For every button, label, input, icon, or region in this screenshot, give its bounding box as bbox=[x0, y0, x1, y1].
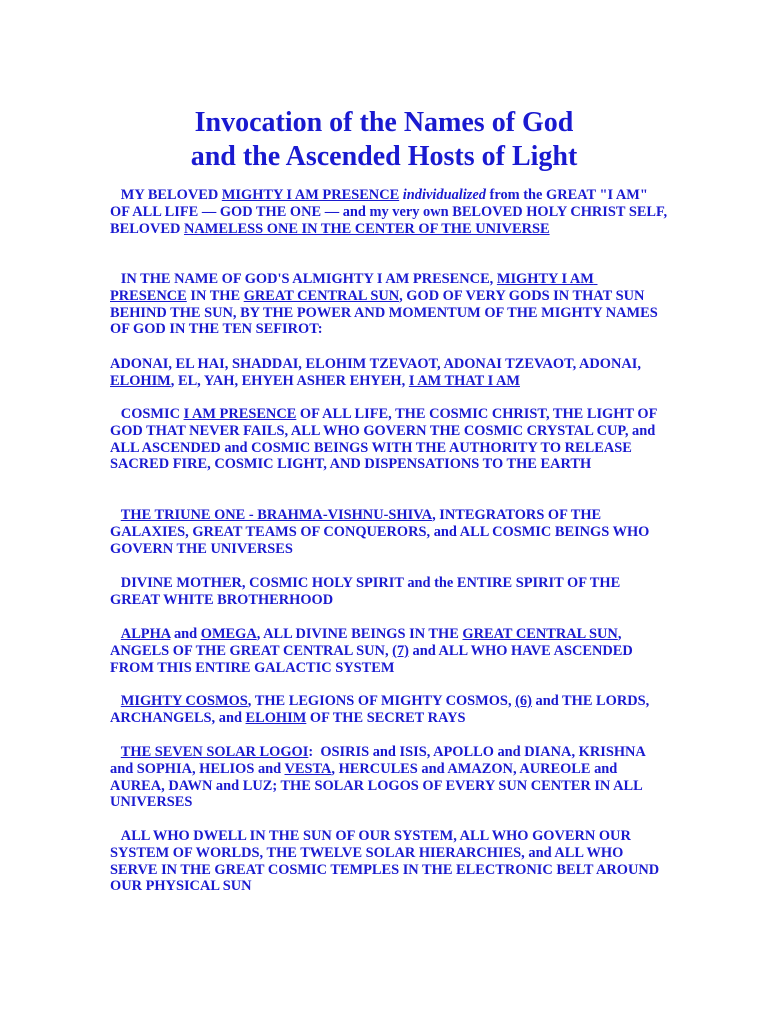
paragraph-text bbox=[110, 744, 121, 760]
paragraph-text bbox=[110, 693, 121, 709]
paragraph-names-of-god bbox=[110, 356, 670, 390]
link-vesta[interactable]: VESTA bbox=[284, 760, 332, 777]
paragraph-sun-of-our-system bbox=[110, 828, 670, 895]
paragraph-text: ALL WHO DWELL IN THE SUN OF OUR SYSTEM, ALL WHO GOVERN OUR SYSTEM OF WORLDS, THE TWELVE SOLAR HIERARCHIES, and ALL WHO SERVE IN THE GREAT COSMIC TEMPLES IN THE ELECTRONIC BELT AROUND OUR PHYSICAL SUN bbox=[110, 828, 663, 895]
paragraph-divine-mother bbox=[110, 575, 670, 609]
paragraph-cosmic-presence bbox=[110, 406, 670, 473]
paragraph-text: COSMIC bbox=[110, 406, 184, 422]
paragraph-text: IN THE NAME OF GOD'S ALMIGHTY I AM PRESENCE, bbox=[110, 271, 497, 287]
paragraph-triune-one bbox=[110, 507, 670, 557]
paragraph-text: and bbox=[170, 626, 201, 642]
paragraph-text: and THE LORDS, ARCHANGELS, and bbox=[110, 693, 653, 726]
paragraph-text bbox=[110, 507, 121, 523]
paragraph-text bbox=[110, 626, 121, 642]
paragraph-solar-logoi bbox=[110, 744, 670, 811]
paragraph-beloved-presence bbox=[110, 187, 670, 237]
paragraph-text: , HERCULES and AMAZON, AUREOLE and AUREA, DAWN and LUZ; THE SOLAR LOGOS OF EVERY SUN CENTER IN ALL UNIVERSES bbox=[110, 760, 646, 811]
paragraph-text: , EL, YAH, EHYEH ASHER EHYEH, bbox=[170, 372, 409, 389]
link-triune-one[interactable]: THE TRIUNE ONE - BRAHMA-VISHNU-SHIVA bbox=[120, 507, 433, 523]
paragraph-text: IN THE bbox=[186, 287, 244, 304]
link-i-am-presence[interactable]: I AM PRESENCE bbox=[183, 406, 297, 422]
link-great-central-sun[interactable]: GREAT CENTRAL SUN bbox=[243, 287, 400, 304]
link-nameless-one[interactable]: NAMELESS ONE IN THE CENTER OF THE UNIVERSE bbox=[183, 220, 550, 237]
paragraph-text: : OSIRIS and ISIS, APOLLO and DIANA, KRISHNA and SOPHIA, HELIOS and bbox=[110, 744, 649, 777]
paragraph-text: OF THE SECRET RAYS bbox=[306, 709, 466, 726]
paragraph-text: DIVINE MOTHER, COSMIC HOLY SPIRIT and the ENTIRE SPIRIT OF THE GREAT WHITE BROTHERHOOD bbox=[110, 575, 624, 608]
link-elohim[interactable]: ELOHIM bbox=[245, 709, 307, 726]
link-great-central-sun[interactable]: GREAT CENTRAL SUN bbox=[462, 626, 618, 642]
link-mighty-cosmos[interactable]: MIGHTY COSMOS bbox=[120, 693, 248, 709]
link-seven-solar-logoi[interactable]: THE SEVEN SOLAR LOGOI bbox=[120, 744, 309, 760]
paragraph-text: and ALL WHO HAVE ASCENDED FROM THIS ENTIRE GALACTIC SYSTEM bbox=[110, 642, 637, 676]
paragraph-name-of-god bbox=[110, 271, 670, 338]
link-elohim[interactable]: ELOHIM bbox=[110, 372, 171, 389]
page-title-line-1: Invocation of the Names of God bbox=[194, 107, 574, 138]
paragraph-text: , ANGELS OF THE GREAT CENTRAL SUN, bbox=[110, 626, 625, 659]
paragraph-text: , INTEGRATORS OF THE GALAXIES, GREAT TEAMS OF CONQUERORS, and ALL COSMIC BEINGS WHO GOVERN THE UNIVERSES bbox=[110, 507, 653, 557]
paragraph-text: , GOD OF VERY GODS IN THAT SUN BEHIND THE SUN, BY THE POWER AND MOMENTUM OF THE MIGHTY NAMES OF GOD IN THE TEN SEFIROT: bbox=[110, 287, 662, 338]
page-title-line-2: and the Ascended Hosts of Light bbox=[190, 141, 578, 172]
emphasis-individualized: individualized bbox=[402, 187, 486, 203]
paragraph-text: from the GREAT "I AM" OF ALL LIFE — GOD THE ONE — and my very own BELOVED HOLY CHRIST SELF, BELOVED bbox=[110, 187, 671, 237]
paragraph-text: , THE LEGIONS OF MIGHTY COSMOS, bbox=[247, 693, 516, 709]
link-footnote-6[interactable]: (6) bbox=[515, 693, 532, 709]
link-i-am-that-i-am[interactable]: I AM THAT I AM bbox=[408, 372, 520, 389]
link-mighty-i-am-presence[interactable]: MIGHTY I AM PRESENCE bbox=[110, 271, 598, 304]
paragraph-mighty-cosmos bbox=[110, 693, 670, 727]
link-footnote-7[interactable]: (7) bbox=[392, 642, 409, 659]
link-omega[interactable]: OMEGA bbox=[200, 626, 257, 642]
paragraph-text: ADONAI, EL HAI, SHADDAI, ELOHIM TZEVAOT, ADONAI TZEVAOT, ADONAI, bbox=[110, 356, 645, 372]
paragraph-text: , ALL DIVINE BEINGS IN THE bbox=[256, 626, 463, 642]
link-alpha[interactable]: ALPHA bbox=[120, 626, 171, 642]
paragraph-text: MY BELOVED bbox=[110, 187, 222, 203]
paragraph-alpha-omega bbox=[110, 626, 670, 676]
paragraph-text: OF ALL LIFE, THE COSMIC CHRIST, THE LIGHT OF GOD THAT NEVER FAILS, ALL WHO GOVERN THE COSMIC CRYSTAL CUP, and ALL ASCENDED and COSMIC BEINGS WITH THE AUTHORITY TO RELEASE SACRED FIRE, COSMIC LIGHT, AND DISPENSATIONS TO THE EARTH bbox=[110, 406, 661, 473]
link-mighty-i-am-presence[interactable]: MIGHTY I AM PRESENCE bbox=[221, 187, 400, 203]
